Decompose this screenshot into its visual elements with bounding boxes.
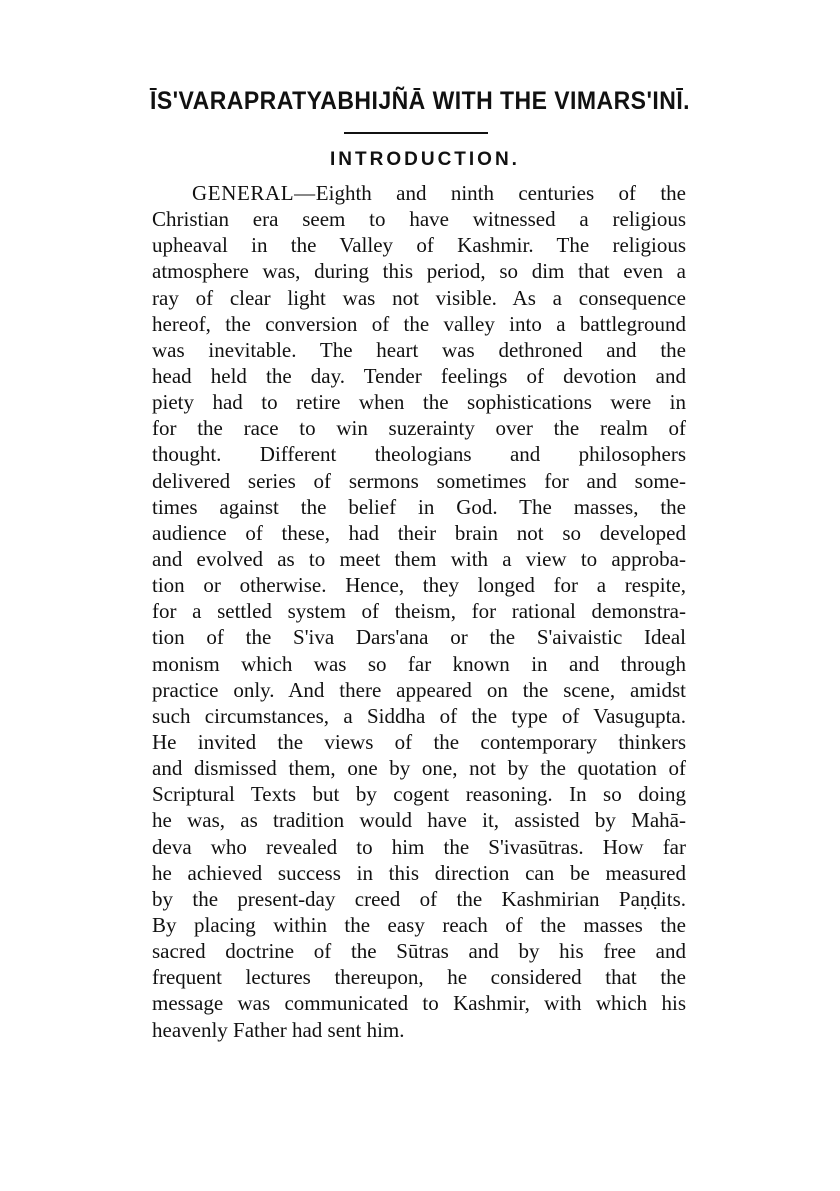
- text-line: he achieved success in this direction can be measured: [152, 860, 686, 885]
- text-line: upheaval in the Valley of Kashmir. The religious: [152, 233, 686, 258]
- text-line-content: Eighth and ninth centuries of the: [315, 181, 686, 205]
- text-line: he was, as tradition would have it, assisted by Mahā-: [152, 808, 686, 833]
- text-line: piety had to retire when the sophistications were in: [152, 390, 686, 415]
- text-line: tion or otherwise. Hence, they longed for a respite,: [152, 573, 686, 598]
- text-line: ray of clear light was not visible. As a consequence: [152, 285, 686, 310]
- page-title: ĪS'VARAPRATYABHIJÑĀ WITH THE VIMARS'INĪ.: [149, 87, 691, 115]
- text-line: frequent lectures thereupon, he considered that the: [152, 965, 686, 990]
- text-line: heavenly Father had sent him.: [152, 1017, 405, 1042]
- text-line: head held the day. Tender feelings of devotion and: [152, 363, 686, 388]
- text-line: [152, 180, 686, 206]
- text-line: atmosphere was, during this period, so dim that even a: [152, 259, 686, 284]
- text-line: hereof, the conversion of the valley into a battleground: [152, 311, 686, 336]
- text-line: monism which was so far known in and through: [152, 651, 686, 676]
- text-line: Christian era seem to have witnessed a religious: [152, 207, 686, 232]
- text-line: delivered series of sermons sometimes for and some-: [152, 468, 686, 493]
- text-line: Scriptural Texts but by cogent reasoning. In so doing: [152, 782, 686, 807]
- text-line: sacred doctrine of the Sūtras and by his free and: [152, 939, 686, 964]
- text-line: message was communicated to Kashmir, with which his: [152, 991, 686, 1016]
- body-paragraph: [152, 180, 686, 1043]
- text-line: times against the belief in God. The masses, the: [152, 494, 686, 519]
- text-line: audience of these, had their brain not so developed: [152, 520, 686, 545]
- text-line: such circumstances, a Siddha of the type of Vasugupta.: [152, 703, 686, 728]
- text-line: and dismissed them, one by one, not by the quotation of: [152, 756, 686, 781]
- text-line: tion of the S'iva Dars'ana or the S'aivaistic Ideal: [152, 625, 686, 650]
- text-line: by the present-day creed of the Kashmirian Paṇḍits.: [152, 886, 686, 911]
- text-line: practice only. And there appeared on the scene, amidst: [152, 677, 686, 702]
- text-line: for the race to win suzerainty over the realm of: [152, 416, 686, 441]
- text-line: was inevitable. The heart was dethroned and the: [152, 337, 686, 362]
- text-line: for a settled system of theism, for rational demonstra-: [152, 599, 686, 624]
- section-heading: INTRODUCTION.: [330, 149, 520, 170]
- title-divider: [344, 132, 488, 134]
- text-line: He invited the views of the contemporary thinkers: [152, 729, 686, 754]
- text-line: deva who revealed to him the S'ivasūtras. How far: [152, 834, 686, 859]
- text-line: thought. Different theologians and philosophers: [152, 442, 686, 467]
- run-in-heading: GENERAL—: [192, 181, 316, 205]
- text-line: By placing within the easy reach of the masses the: [152, 912, 686, 937]
- text-line: and evolved as to meet them with a view to approba-: [152, 546, 686, 571]
